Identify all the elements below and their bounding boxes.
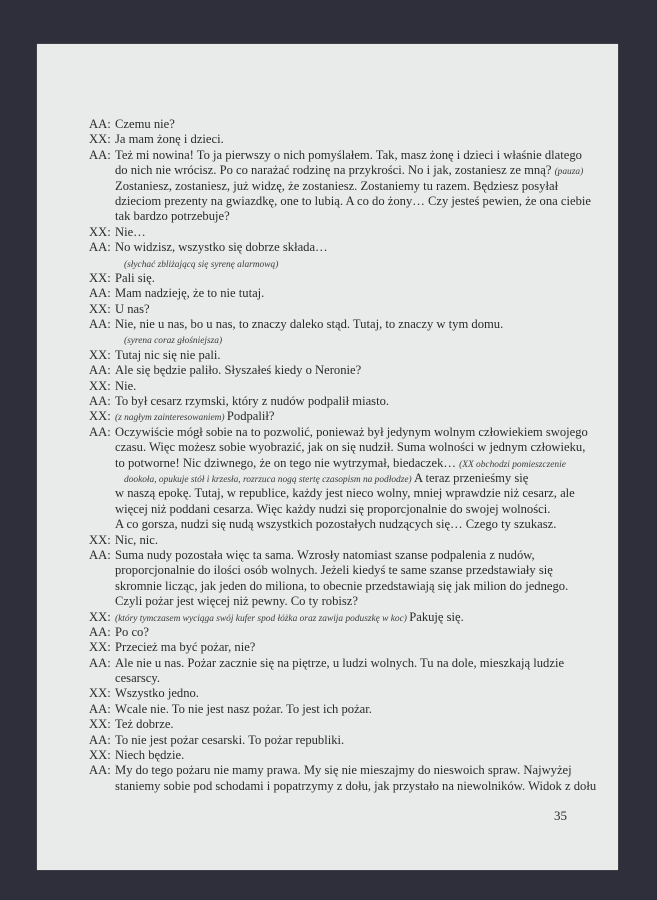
speaker-label: XX: — [89, 270, 111, 285]
speaker-label: XX: — [89, 532, 111, 547]
spoken-text: skromnie licząc, jak jeden do miliona, to obecnie przedstawiają się jak milion do jednego. — [115, 578, 569, 593]
dialogue-line — [37, 686, 618, 701]
continuation-line — [37, 486, 618, 501]
speaker-label: AA: — [89, 394, 111, 409]
spoken-text: Podpalił? — [226, 409, 275, 424]
spoken-text: My do tego pożaru nie mamy prawa. My się nie mieszajmy do nieswoich spraw. Najwyżej — [115, 763, 572, 778]
spoken-text: cesarscy. — [115, 671, 160, 686]
dialogue-line — [37, 302, 618, 317]
spoken-text: Niech będzie. — [115, 748, 185, 763]
speaker-label: XX: — [89, 686, 111, 701]
continuation-line — [37, 440, 618, 455]
spoken-text: Wcale nie. To nie jest nasz pożar. To jest ich pożar. — [115, 701, 372, 716]
spoken-text: Przecież ma być pożar, nie? — [115, 640, 256, 655]
speaker-label: AA: — [89, 240, 111, 255]
spoken-text: Nie. — [115, 378, 137, 393]
speaker-label: AA: — [89, 763, 111, 778]
dialogue-line — [37, 533, 618, 548]
dialogue-line — [37, 394, 618, 409]
spoken-text: Czemu nie? — [115, 117, 175, 131]
dialogue-line — [37, 640, 618, 655]
stage-direction-line — [37, 256, 618, 271]
continuation-line — [37, 209, 618, 224]
dialogue-line — [37, 348, 618, 363]
spoken-text: Pali się. — [115, 270, 155, 285]
spoken-text: to potworne! Nic dziwnego, że on tego nie wytrzymał, biedaczek… — [115, 455, 460, 470]
spoken-text: Pakuję się. — [409, 609, 464, 624]
spoken-text: do nich nie wrócisz. Po co narażać rodzinę na przykrości. No i jak, zostaniesz ze mną? — [115, 163, 555, 178]
spoken-text: Tutaj nic się nie pali. — [115, 347, 221, 362]
dialogue-text — [37, 117, 618, 794]
spoken-text: Mam nadzieję, że to nie tutaj. — [115, 286, 265, 301]
spoken-text: Po co? — [115, 624, 149, 639]
spoken-text: Też dobrze. — [115, 717, 174, 732]
dialogue-line — [37, 733, 618, 748]
continuation-line — [37, 594, 618, 609]
speaker-label: XX: — [89, 378, 111, 393]
dialogue-line — [37, 132, 618, 147]
speaker-label: XX: — [89, 609, 111, 624]
spoken-text: Wszystko jedno. — [115, 686, 199, 701]
continuation-line — [37, 671, 618, 686]
spoken-text: Nie, nie u nas, bo u nas, to znaczy daleko stąd. Tutaj, to znaczy w tym domu. — [115, 317, 504, 332]
spoken-text: więcej niż poddani cesarza. Więc każdy nudzi się proporcjonalnie do swojej wolności. — [115, 501, 551, 516]
speaker-label: XX: — [89, 347, 111, 362]
spoken-text: Ale nie u nas. Pożar zacznie się na piętrze, u ludzi wolnych. Tu na dole, mieszkają ludzie — [115, 655, 565, 670]
continuation-line — [37, 456, 618, 471]
spoken-text: To był cesarz rzymski, który z nudów podpalił miasto. — [115, 394, 390, 409]
dialogue-line — [37, 548, 618, 563]
speaker-label: AA: — [89, 655, 111, 670]
spoken-text: czasu. Więc możesz sobie wyobrazić, jak on się nudził. Suma wolności w jednym człowieku, — [115, 440, 586, 455]
dialogue-line — [37, 610, 618, 625]
document-page — [37, 44, 618, 870]
speaker-label: XX: — [89, 409, 111, 424]
spoken-text: No widzisz, wszystko się dobrze składa… — [115, 240, 328, 255]
speaker-label: AA: — [89, 624, 111, 639]
dialogue-line — [37, 225, 618, 240]
stage-direction-line — [37, 471, 618, 486]
spoken-text: staniemy sobie pod schodami i popatrzymy z dołu, jak przystało na niewolników. Widok z dołu — [115, 778, 597, 793]
dialogue-line — [37, 763, 618, 778]
stage-direction-line — [37, 332, 618, 347]
dialogue-line — [37, 748, 618, 763]
dialogue-line — [37, 717, 618, 732]
stage-direction: (słychać zbliżającą się syrenę alarmową) — [124, 259, 279, 270]
spoken-text: tak bardzo potrzebuje? — [115, 209, 230, 224]
continuation-line — [37, 194, 618, 209]
speaker-label: AA: — [89, 147, 111, 162]
spoken-text: dzieciom prezenty na gwiazdkę, one to lubią. A co do żony… Czy jesteś pewien, że ona ciebie — [115, 193, 591, 208]
speaker-label: AA: — [89, 117, 111, 131]
stage-direction: (który tymczasem wyciąga swój kufer spod łóżka oraz zawija poduszkę w koc) — [115, 613, 410, 624]
dialogue-line — [37, 656, 618, 671]
continuation-line — [37, 517, 618, 532]
dialogue-line — [37, 379, 618, 394]
stage-direction: (z nagłym zainteresowaniem) — [115, 413, 227, 424]
speaker-label: AA: — [89, 286, 111, 301]
dialogue-line — [37, 409, 618, 424]
dialogue-line — [37, 625, 618, 640]
speaker-label: XX: — [89, 640, 111, 655]
speaker-label: AA: — [89, 701, 111, 716]
speaker-label: AA: — [89, 547, 111, 562]
dialogue-line — [37, 363, 618, 378]
spoken-text: A teraz przenieśmy się — [414, 470, 529, 485]
spoken-text: Oczywiście mógł sobie na to pozwolić, ponieważ był jedynym wolnym człowiekiem swojego — [115, 424, 588, 439]
spoken-text: Też mi nowina! To ja pierwszy o nich pomyślałem. Tak, masz żonę i dzieci i właśnie dlatego — [115, 147, 582, 162]
stage-direction: dookoła, opukuje stół i krzesła, rozrzuca nogą stertę czasopism na podłodze) — [124, 474, 414, 485]
spoken-text: Nic, nic. — [115, 532, 159, 547]
speaker-label: XX: — [89, 301, 111, 316]
spoken-text: To nie jest pożar cesarski. To pożar republiki. — [115, 732, 345, 747]
continuation-line — [37, 179, 618, 194]
continuation-line — [37, 502, 618, 517]
dialogue-line — [37, 240, 618, 255]
spoken-text: Czyli pożar jest więcej niż pewny. Co ty robisz? — [115, 594, 358, 609]
spoken-text: A co gorsza, nudzi się nudą wszystkich pozostałych nudzących się… Czego ty szukasz. — [115, 517, 557, 532]
stage-direction: (syrena coraz głośniejsza) — [124, 336, 223, 347]
spoken-text: U nas? — [115, 301, 150, 316]
spoken-text: Suma nudy pozostała więc ta sama. Wzrosły natomiast szanse podpalenia z nudów, — [115, 547, 535, 562]
dialogue-line — [37, 286, 618, 301]
speaker-label: AA: — [89, 424, 111, 439]
dialogue-line — [37, 271, 618, 286]
spoken-text: proporcjonalnie do ilości osób wolnych. Jeżeli kiedyś te same szanse przedstawiały się — [115, 563, 553, 578]
spoken-text: Zostaniesz, zostaniesz, już widzę, że zostaniesz. Zostaniemy tu razem. Będziesz posyłał — [115, 178, 559, 193]
stage-direction: (pauza) — [554, 167, 584, 178]
spoken-text: Ja mam żonę i dzieci. — [115, 132, 224, 147]
continuation-line — [37, 579, 618, 594]
speaker-label: XX: — [89, 224, 111, 239]
page-number: 35 — [554, 808, 567, 823]
speaker-label: AA: — [89, 317, 111, 332]
continuation-line — [37, 163, 618, 178]
stage-direction: (XX obchodzi pomieszczenie — [459, 459, 566, 470]
continuation-line — [37, 563, 618, 578]
dialogue-line — [37, 425, 618, 440]
dialogue-line — [37, 317, 618, 332]
continuation-line — [37, 779, 618, 794]
spoken-text: w naszą epokę. Tutaj, w republice, każdy jest nieco wolny, mniej wprawdzie niż cesarz, ale — [115, 486, 575, 501]
speaker-label: XX: — [89, 717, 111, 732]
dialogue-line — [37, 148, 618, 163]
dialogue-line — [37, 117, 618, 132]
speaker-label: AA: — [89, 363, 111, 378]
spoken-text: Ale się będzie paliło. Słyszałeś kiedy o Neronie? — [115, 363, 362, 378]
spoken-text: Nie… — [115, 224, 146, 239]
dialogue-line — [37, 702, 618, 717]
speaker-label: XX: — [89, 132, 111, 147]
speaker-label: AA: — [89, 732, 111, 747]
speaker-label: XX: — [89, 748, 111, 763]
